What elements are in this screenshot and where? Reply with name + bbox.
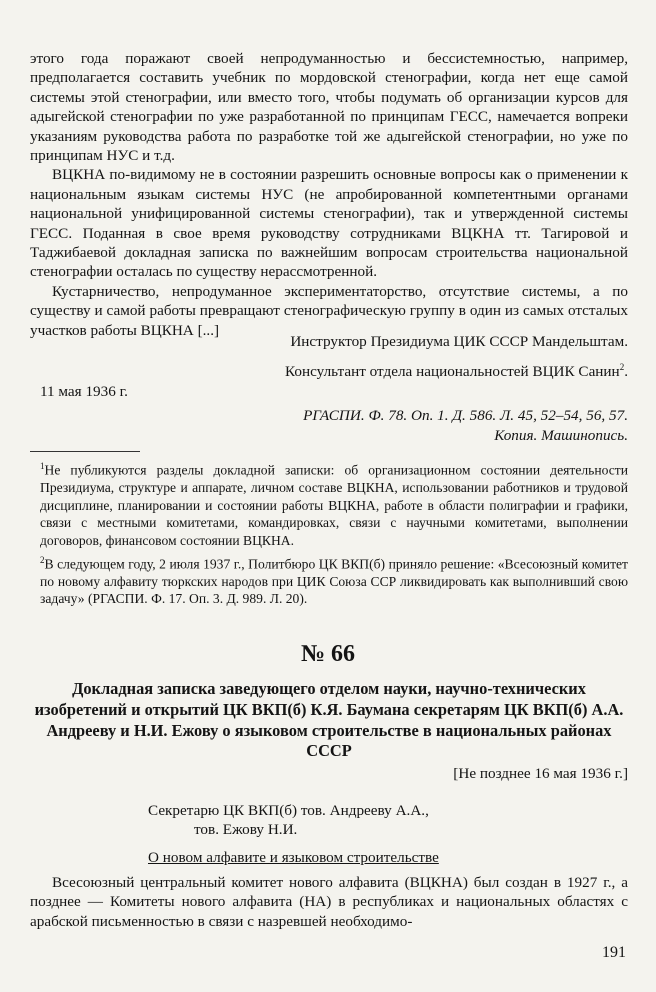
- footnote-number: 2: [40, 554, 45, 565]
- footnote-ref: 2: [619, 362, 625, 372]
- footnote-2: [30, 552, 628, 608]
- footnote-text: Не публикуются разделы докладной записки: об организационном состоянии деятельности Президиума, структуре и аппарате, личном составе ВЦКНА, использовании работников и трудовой дисциплине, планировании и состоянии работы ВЦКНА, работе в области полиграфии и графики, связи с местными комитетами, командировках, связи с научными комитетами, выполнении договоров, финансовом состоянии ВЦКНА.: [40, 462, 628, 548]
- signature-consultant-text: Консультант отдела национальностей ВЦИК Санин: [285, 363, 620, 381]
- archive-copy-note: Копия. Машинопись.: [494, 427, 628, 444]
- footnote-text: В следующем году, 2 июля 1937 г., Политбюро ЦК ВКП(б) приняло решение: «Всесоюзный комитет по новому алфавиту тюркских народов при ЦИК Союза ССР ликвидировать как выполнивший свою задачу» (РГАСПИ. Ф. 17. Оп. 3. Д. 989. Л. 20).: [40, 556, 628, 607]
- footnote-1: [30, 458, 628, 550]
- archive-reference: РГАСПИ. Ф. 78. Оп. 1. Д. 586. Л. 45, 52–54, 56, 57.: [303, 407, 628, 424]
- addressee-line-1: Секретарю ЦК ВКП(б) тов. Андрееву А.А.,: [148, 802, 429, 819]
- footnotes: [30, 458, 628, 608]
- top-text: [30, 49, 628, 340]
- document-body: [30, 873, 628, 931]
- paragraph: ВЦКНА по-видимому не в состоянии разрешить основные вопросы как о применении к национальным языкам системы НУС (не апробированной компетентными органами национальной унифицированной системы стенографии), так и утвержденной системы ГЕСС. Поданная в свое время руководству сотрудниками ВЦКНА тт. Тагировой и Таджибаевой докладная записка по важнейшим вопросам строительства национальной стенографии осталась по существу нерассмотренной.: [30, 166, 628, 281]
- signature-instructor: Инструктор Президиума ЦИК СССР Мандельштам.: [290, 333, 628, 350]
- page-number: 191: [602, 944, 626, 961]
- document-title: Докладная записка заведующего отделом науки, научно-технических изобретений и открытий ЦК ВКП(б) К.Я. Баумана секретарям ЦК ВКП(б) А.А. Андрееву и Н.И. Ежову о языковом строительстве в национальных районах СССР: [34, 679, 624, 761]
- footnote-divider: [30, 451, 140, 452]
- document-number: № 66: [300, 641, 356, 667]
- paragraph-continuation: этого года поражают своей непродуманностью и бессистемностью, например, предполагается составить учебник по мордовской стенографии, когда нет еще самой системы этой стенографии, или вместо того, чтобы подумать об организации курсов для адыгейской стенографии по уже разработанной по принципам ГЕСС, намечается вопреки указаниям руководства работа по разработке той же адыгейской стенографии, но уже по принципам НУС и т.д.: [30, 50, 628, 165]
- paragraph: Всесоюзный центральный комитет нового алфавита (ВЦКНА) был создан в 1927 г., а позднее — Комитеты нового алфавита (НА) в республиках и национальных областях с арабской письменностью в связи с назревшей необходимо-: [30, 874, 628, 930]
- paragraph: Кустарничество, непродуманное экспериментаторство, отсутствие системы, а по существу и самой работы превращают стенографическую группу в один из самых отсталых участков работы ВЦКНА [...]: [30, 282, 628, 339]
- date-line: 11 мая 1936 г.: [40, 383, 128, 400]
- addressee-line-2: тов. Ежову Н.И.: [194, 821, 298, 839]
- subject-text: О новом алфавите и языковом строительстве: [148, 849, 439, 866]
- document-date: [Не позднее 16 мая 1936 г.]: [453, 765, 628, 782]
- addressee: [148, 801, 628, 840]
- signature-consultant: [30, 358, 628, 381]
- signature-consultant-end: .: [624, 363, 628, 381]
- document-subject: [148, 849, 628, 867]
- footnote-number: 1: [40, 461, 45, 471]
